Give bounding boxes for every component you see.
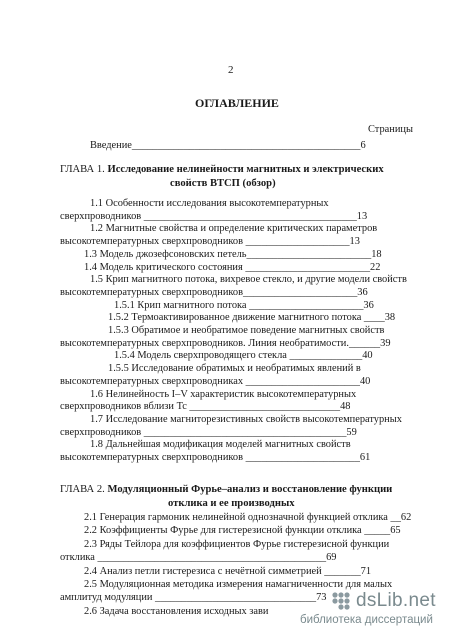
chapter1-title-cont: свойств ВТСП (обзор) xyxy=(170,178,276,189)
toc-entry-line: 1.1 Особенности исследования высокотемпературных xyxy=(90,198,329,209)
toc-entry-line: сверхпроводников _________________________________________13 xyxy=(60,210,368,222)
toc-entry-line: амплитуд модуляции _______________________________73 xyxy=(60,592,327,604)
toc-entry-line: высокотемпературных сверхпроводников. Линия необратимости.______39 xyxy=(60,337,391,349)
toc-entry-line: 2.3 Ряды Тейлора для коэффициентов Фурье гистерезисной функции xyxy=(84,538,390,550)
toc-entry-line: 1.5.2 Термоактивированное движение магнитного потока ____38 xyxy=(108,312,396,324)
page-number: 2 xyxy=(228,64,234,76)
chapter1-title: Исследование нелинейности магнитных и электрических xyxy=(107,164,384,175)
toc-entry-line: 2.1 Генерация гармоник нелинейной однозначной функцией отклика __62 xyxy=(84,512,412,523)
chapter1-prefix: ГЛАВА 1. xyxy=(60,164,105,175)
toc-entry-line: 1.5.4 Модель сверхпроводящего стекла ______________40 xyxy=(114,350,373,362)
chapter2-title-line1 xyxy=(60,484,392,495)
toc-entry-line: 1.4 Модель критического состояния ________________________22 xyxy=(84,261,381,273)
toc-entry-line: 1.7 Исследование магниторезистивных свойств высокотемпературных xyxy=(90,413,402,425)
intro-leader: ____________________________________________ xyxy=(131,140,361,151)
toc-entry-line: сверхпроводников _______________________________________59 xyxy=(60,426,357,438)
toc-entry-line: сверхпроводников вблизи Tc _____________________________48 xyxy=(60,401,351,413)
chapter2-title: Модуляционный Фурье–анализ и восстановление функции xyxy=(107,484,393,495)
toc-entry-line: высокотемпературных сверхпроводников ____________________13 xyxy=(60,236,360,248)
watermark xyxy=(300,590,448,632)
toc-entry-line: высокотемпературных сверхпроводниках ______________________40 xyxy=(60,375,371,387)
toc-entry-line: 2.4 Анализ петли гистерезиса с нечётной симметрией _______71 xyxy=(84,565,372,577)
dslib-logo-icon xyxy=(330,590,352,612)
intro-title: Введение xyxy=(90,140,132,151)
toc-entry-line: 1.2 Магнитные свойства и определение критических параметров xyxy=(90,223,378,235)
toc-entry-line: 1.5.1 Крип магнитного потока ______________________36 xyxy=(114,299,374,311)
chapter2-title-line2 xyxy=(168,498,295,509)
intro-entry xyxy=(90,140,366,152)
pages-column-label: Страницы xyxy=(368,124,413,135)
toc-entry-line: 1.8 Дальнейшая модификация моделей магнитных свойств xyxy=(90,439,351,451)
chapter1-title-line1 xyxy=(60,164,384,175)
toc-entry-line: 2.2 Коэффициенты Фурье для гистерезисной функции отклика _____65 xyxy=(84,525,401,537)
chapter2-prefix: ГЛАВА 2. xyxy=(60,484,105,495)
toc-entry-line: 1.5.5 Исследование обратимых и необратимых явлений в xyxy=(108,363,361,375)
watermark-subtitle: библиотека диссертаций xyxy=(300,614,433,626)
chapter2-title-cont: отклика и ее производных xyxy=(168,498,295,509)
toc-entry-line: 1.3 Модель джозефсоновских петель________________________18 xyxy=(84,248,382,260)
toc-heading: ОГЛАВЛЕНИЕ xyxy=(195,96,279,110)
toc-entry-line: высокотемпературных сверхпроводников______________________36 xyxy=(60,286,368,298)
toc-entry-line: 1.5.3 Обратимое и необратимое поведение магнитных свойств xyxy=(108,325,385,336)
toc-entry-line: 1.5 Крип магнитного потока, вихревое стекло, и другие модели свойств xyxy=(90,274,407,286)
toc-entry-line: 2.6 Задача восстановления исходных зави xyxy=(84,605,269,617)
intro-page: 6 xyxy=(360,140,366,151)
toc-entry-line: 2.5 Модуляционная методика измерения намагниченности для малых xyxy=(84,579,393,590)
watermark-site: dsLib.net xyxy=(356,590,436,611)
toc-entry-line: 1.6 Нелинейность I–V характеристик высокотемпературных xyxy=(90,388,357,400)
toc-entry-line: отклика ____________________________________________69 xyxy=(60,552,337,564)
chapter1-title-line2 xyxy=(170,178,276,189)
toc-entry-line: высокотемпературных сверхпроводников ______________________61 xyxy=(60,452,371,463)
